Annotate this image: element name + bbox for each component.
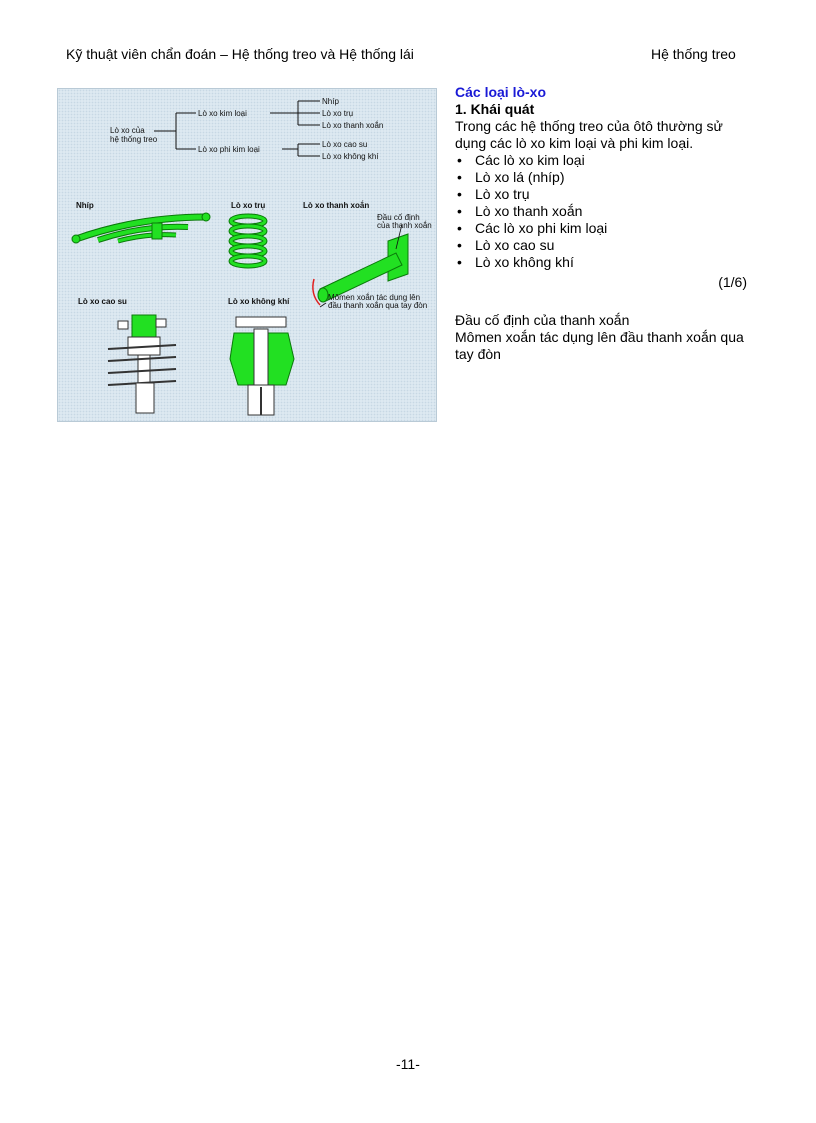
list-item: • Các lò xo kim loại [455,152,755,169]
list-item: • Lò xo không khí [455,254,755,271]
caption-torsion-bar: Lò xo thanh xoắn [303,201,370,210]
page-header-left: Kỹ thuật viên chẩn đoán – Hệ thống treo và Hệ thống lái [66,46,414,62]
notes [455,312,755,363]
tree-root-line2: hệ thống treo [110,135,158,144]
list-item: • Các lò xo phi kim loại [455,220,755,237]
section-title: Các loại lò-xo [455,84,547,100]
callout-fixed-end-line2: của thanh xoắn [377,221,432,230]
caption-coil-spring: Lò xo trụ [231,201,266,210]
tree-metal-item-3: Lò xo thanh xoắn [322,121,384,130]
list-item: • Lò xo trụ [455,186,755,203]
callout-torque-line2: đầu thanh xoắn qua tay đòn [328,301,428,310]
note-fixed-end: Đầu cố định của thanh xoắn [455,312,630,328]
note-torque: Mômen xoắn tác dụng lên đầu thanh xoắn qua tay đòn [455,329,744,362]
rubber-spring-drawing [108,315,176,413]
tree-metal-label: Lò xo kim loại [198,109,247,118]
tree-root-line1: Lò xo của [110,126,145,135]
callout-fixed-end-line1: Đầu cố định [377,213,420,222]
spring-type-list [455,152,755,271]
callout-torque-line1: Mômen xoắn tác dụng lên [328,293,421,302]
subsection-title: 1. Khái quát [455,101,535,117]
tree-nonmetal-item-2: Lò xo không khí [322,152,379,161]
text-column [455,84,755,363]
list-item: • Lò xo thanh xoắn [455,203,755,220]
page-header-right: Hệ thống treo [651,46,736,62]
spring-types-figure [57,88,437,422]
caption-leaf-spring: Nhíp [76,201,94,210]
list-item: • Lò xo cao su [455,237,755,254]
coil-spring-drawing [231,216,265,266]
caption-rubber-spring: Lò xo cao su [78,297,127,306]
tree-metal-item-1: Nhíp [322,97,339,106]
air-spring-drawing [230,317,294,415]
list-item: • Lò xo lá (nhíp) [455,169,755,186]
page-number: -11- [396,1056,420,1072]
intro-paragraph: Trong các hệ thống treo của ôtô thường sử dụng các lò xo kim loại và phi kim loại. [455,118,723,151]
tree-nonmetal-item-1: Lò xo cao su [322,140,368,149]
leaf-spring-drawing [72,213,210,243]
caption-air-spring: Lò xo không khí [228,297,290,306]
tree-metal-item-2: Lò xo trụ [322,109,354,118]
page-reference: (1/6) [718,274,747,290]
tree-nonmetal-label: Lò xo phi kim loại [198,145,260,154]
